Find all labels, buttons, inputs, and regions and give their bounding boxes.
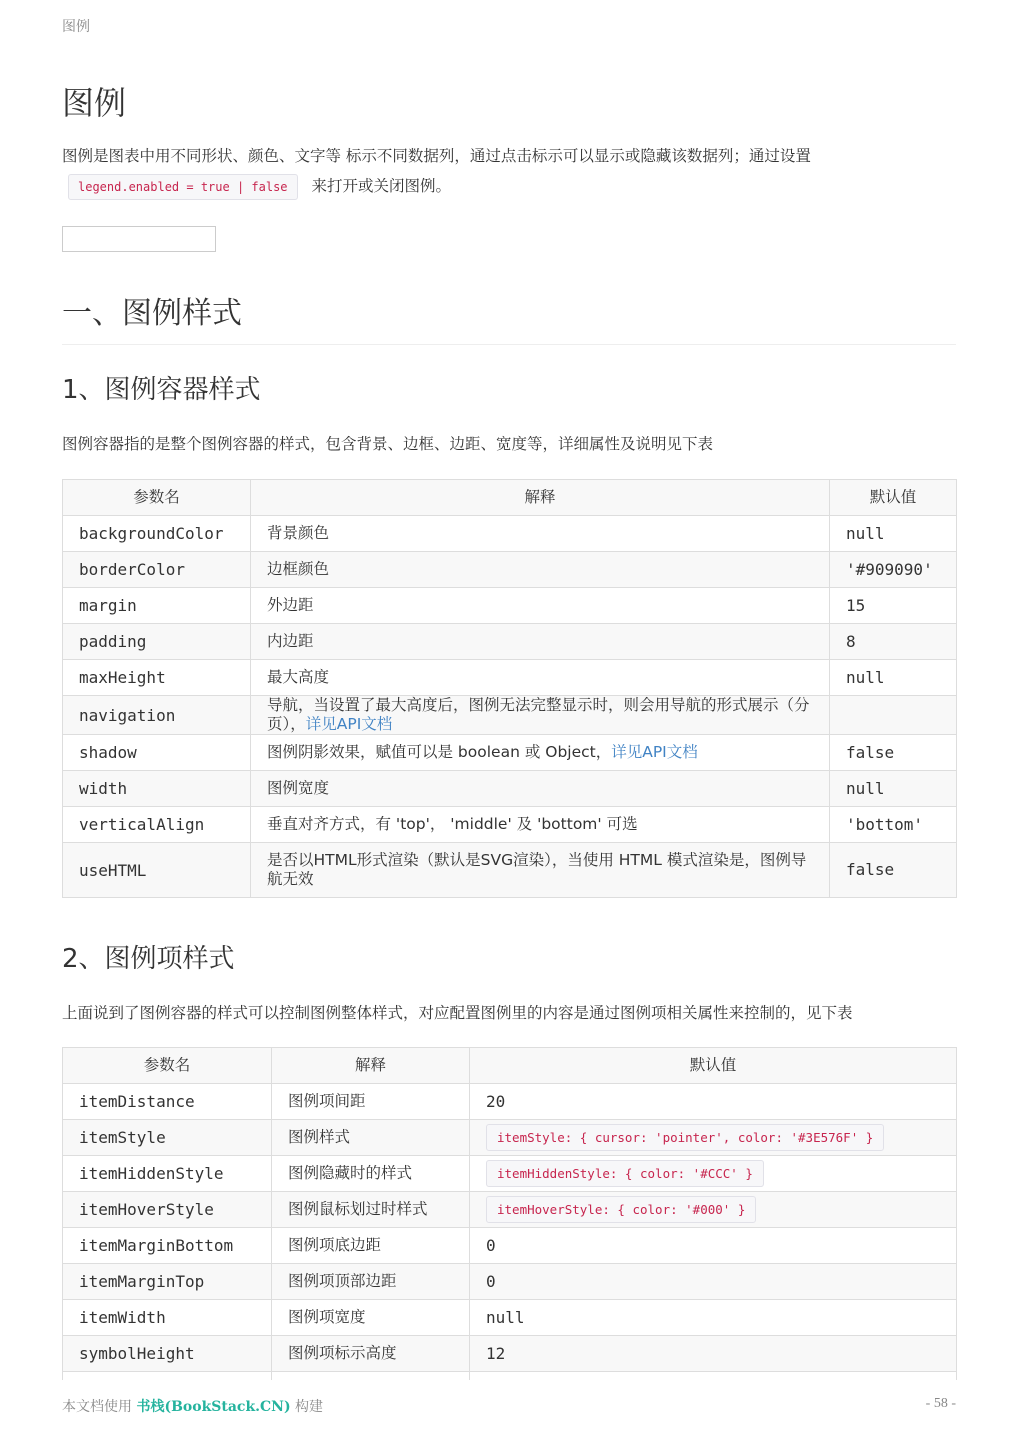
cell-default-wrap	[830, 516, 957, 552]
code-snippet: itemHoverStyle: { color: '#000' }	[486, 1196, 756, 1223]
cell-desc: 图例项间距	[288, 1092, 366, 1110]
cell-desc-wrap	[251, 552, 830, 588]
cell-default-wrap	[470, 1228, 957, 1264]
cell-desc: 是否以HTML形式渲染（默认是SVG渲染），当使用 HTML 模式渲染是，图例导航无效	[267, 851, 807, 888]
cell-default: 15	[846, 595, 866, 615]
footer	[62, 1396, 323, 1416]
cell-desc: 图例阴影效果，赋值可以是 boolean 或 Object，	[267, 743, 612, 761]
cell-desc: 导航，当设置了最大高度后，图例无法完整显示时，则会用导航的形式展示（分页），	[267, 696, 810, 733]
intro-text-end: 来打开或关闭图例。	[311, 177, 452, 195]
header-default: 默认值	[470, 1048, 957, 1084]
cell-default-wrap	[470, 1084, 957, 1120]
cell-desc-wrap	[251, 588, 830, 624]
cell-desc: 外边距	[267, 596, 314, 614]
cell-param: borderColor	[63, 552, 251, 588]
intro-text: 图例是图表中用不同形状、颜色、文字等 标示不同数据列，通过点击标示可以显示或隐藏该数据列；通过设置	[62, 147, 811, 165]
subsection-heading-1: 1、图例容器样式	[62, 375, 261, 405]
breadcrumb: 图例	[62, 19, 90, 35]
cell-default-wrap	[830, 807, 957, 843]
cell-param: verticalAlign	[63, 807, 251, 843]
api-doc-link[interactable]: 详见API文档	[611, 743, 698, 761]
cell-default-wrap	[830, 660, 957, 696]
table-row	[63, 1192, 957, 1228]
cell-desc: 最大高度	[267, 668, 330, 686]
header-desc: 解释	[251, 480, 830, 516]
table-row	[63, 1156, 957, 1192]
cell-param: itemDistance	[63, 1084, 272, 1120]
cell-default: 8	[846, 631, 856, 651]
cell-default-wrap	[470, 1336, 957, 1372]
cell-default-wrap	[830, 588, 957, 624]
footer-brand-link[interactable]: 书栈(BookStack.CN)	[136, 1399, 291, 1415]
cell-param: shadow	[63, 735, 251, 771]
cell-param: width	[63, 771, 251, 807]
cell-default: null	[846, 523, 885, 543]
cell-desc-wrap	[251, 516, 830, 552]
cell-default-wrap	[830, 735, 957, 771]
cell-param: useHTML	[63, 843, 251, 898]
table-row	[63, 1084, 957, 1120]
table-row	[63, 1264, 957, 1300]
page-number: - 58 -	[925, 1396, 956, 1411]
cell-param: maxHeight	[63, 660, 251, 696]
empty-image-placeholder	[62, 226, 216, 252]
cell-default: 'bottom'	[846, 814, 924, 834]
cell-desc-wrap	[251, 771, 830, 807]
cell-default: null	[486, 1307, 525, 1327]
inline-code: legend.enabled = true | false	[68, 174, 298, 200]
cell-param: symbolHeight	[63, 1336, 272, 1372]
intro-paragraph	[62, 141, 952, 202]
cell-desc-wrap	[251, 696, 830, 735]
header-name: 参数名	[63, 480, 251, 516]
subsection-heading-2: 2、图例项样式	[62, 944, 235, 974]
cell-default-wrap	[470, 1120, 957, 1156]
table-row	[63, 843, 957, 898]
cell-default-wrap	[830, 624, 957, 660]
cell-param: itemWidth	[63, 1300, 272, 1336]
cell-default-wrap	[470, 1156, 957, 1192]
code-snippet: itemHiddenStyle: { color: '#CCC' }	[486, 1160, 764, 1187]
cell-default: null	[846, 667, 885, 687]
cell-default-wrap	[830, 552, 957, 588]
cell-param: navigation	[63, 696, 251, 735]
footer-prefix: 本文档使用	[62, 1399, 137, 1415]
header-default: 默认值	[830, 480, 957, 516]
cell-desc: 图例样式	[288, 1128, 351, 1146]
cell-param: itemMarginBottom	[63, 1228, 272, 1264]
cell-desc: 边框颜色	[267, 560, 330, 578]
cell-desc: 图例宽度	[267, 779, 330, 797]
cell-default: 12	[486, 1343, 506, 1363]
cell-default: 0	[486, 1235, 496, 1255]
subsection-desc-2: 上面说到了图例容器的样式可以控制图例整体样式，对应配置图例里的内容是通过图例项相关属性来控制的，见下表	[62, 1004, 853, 1022]
cell-desc-wrap	[272, 1264, 470, 1300]
table-row	[63, 552, 957, 588]
table-row	[63, 735, 957, 771]
cell-desc-wrap	[272, 1084, 470, 1120]
cell-default-wrap	[830, 771, 957, 807]
cell-param: itemMarginTop	[63, 1264, 272, 1300]
cell-desc: 图例鼠标划过时样式	[288, 1200, 428, 1218]
table-row	[63, 588, 957, 624]
cell-default-wrap	[470, 1192, 957, 1228]
cell-desc-wrap	[272, 1120, 470, 1156]
table-row	[63, 516, 957, 552]
cell-desc: 图例项标示高度	[288, 1344, 397, 1362]
cell-desc-wrap	[272, 1192, 470, 1228]
cell-default-wrap	[830, 696, 957, 735]
container-style-table	[62, 479, 957, 898]
table-row	[63, 771, 957, 807]
cell-param: itemStyle	[63, 1120, 272, 1156]
cell-default: '#909090'	[846, 559, 933, 579]
cell-default: false	[846, 742, 895, 762]
cell-desc-wrap	[251, 735, 830, 771]
cell-default: null	[846, 778, 885, 798]
item-style-table	[62, 1047, 957, 1408]
header-name: 参数名	[63, 1048, 272, 1084]
cell-desc-wrap	[251, 843, 830, 898]
table-row	[63, 1300, 957, 1336]
cell-param: backgroundColor	[63, 516, 251, 552]
cell-default-wrap	[830, 843, 957, 898]
table-row	[63, 624, 957, 660]
cell-default-wrap	[470, 1264, 957, 1300]
api-doc-link[interactable]: 详见API文档	[305, 715, 393, 733]
cell-desc-wrap	[251, 660, 830, 696]
section-heading: 一、图例样式	[62, 288, 956, 345]
cell-desc-wrap	[251, 807, 830, 843]
cell-default: 0	[486, 1271, 496, 1291]
code-snippet: itemStyle: { cursor: 'pointer', color: '#3E576F' }	[486, 1124, 884, 1151]
cell-desc-wrap	[272, 1300, 470, 1336]
header-desc: 解释	[272, 1048, 470, 1084]
cell-param: padding	[63, 624, 251, 660]
cell-desc: 图例项底边距	[288, 1236, 382, 1254]
cell-desc: 垂直对齐方式，有 'top'， 'middle' 及 'bottom' 可选	[267, 815, 638, 833]
table-row	[63, 1120, 957, 1156]
cell-desc-wrap	[272, 1156, 470, 1192]
table-row	[63, 1336, 957, 1372]
subsection-desc-1: 图例容器指的是整个图例容器的样式，包含背景、边框、边距、宽度等，详细属性及说明见下表	[62, 435, 714, 453]
cell-desc-wrap	[251, 624, 830, 660]
cell-default: 20	[486, 1091, 506, 1111]
table-row	[63, 660, 957, 696]
cell-desc: 图例项宽度	[288, 1308, 366, 1326]
table-row	[63, 1228, 957, 1264]
cell-desc: 内边距	[267, 632, 314, 650]
cell-desc: 背景颜色	[267, 524, 330, 542]
cell-param: itemHiddenStyle	[63, 1156, 272, 1192]
cell-param: itemHoverStyle	[63, 1192, 272, 1228]
cell-default: false	[846, 860, 895, 879]
footer-suffix: 构建	[290, 1399, 324, 1415]
cell-desc: 图例项顶部边距	[288, 1272, 397, 1290]
cell-param: margin	[63, 588, 251, 624]
table-row	[63, 696, 957, 735]
page-title: 图例	[62, 84, 127, 122]
cell-desc-wrap	[272, 1228, 470, 1264]
cell-desc-wrap	[272, 1336, 470, 1372]
cell-default-wrap	[470, 1300, 957, 1336]
table-row	[63, 807, 957, 843]
cell-desc: 图例隐藏时的样式	[288, 1164, 413, 1182]
